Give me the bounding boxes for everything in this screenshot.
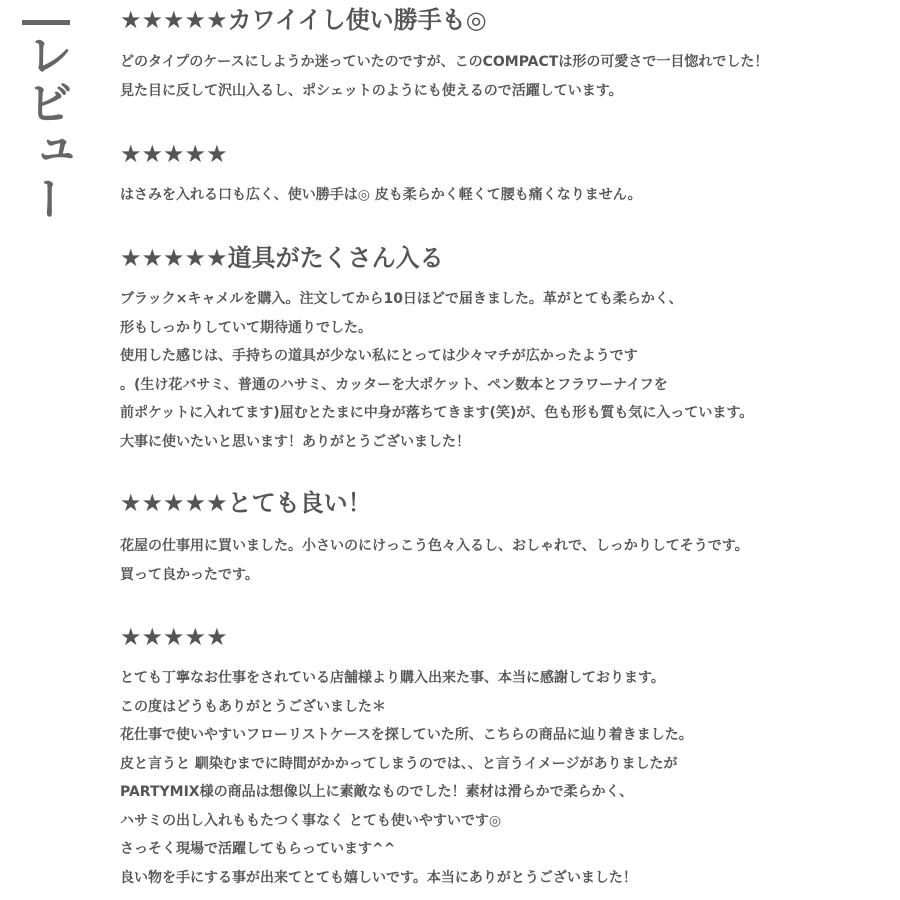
review-title: ★★★★★カワイイし使い勝手も◎ <box>120 6 487 34</box>
review-title: ★★★★★とても良い！ <box>120 489 372 517</box>
review-line: さっそく現場で活躍してもらっています^^ <box>120 841 396 857</box>
review-line: この度はどうもありがとうございました＊ <box>120 698 386 715</box>
review-line: とても丁寧なお仕事をされている店舗様より購入出来た事、本当に感謝しております。 <box>120 670 665 686</box>
review-title: ★★★★★ <box>120 140 228 168</box>
side-heading-text: レビュー <box>20 31 74 223</box>
review-line: はさみを入れる口も広く、使い勝手は◎ 皮も柔らかく軽くて腰も痛くなりません。 <box>120 187 642 203</box>
review-line: 良い物を手にする事が出来てとても嬉しいです。本当にありがとうございました！ <box>120 869 637 886</box>
review-line: どのタイプのケースにしようか迷っていたのですが、このCOMPACTは形の可愛さで一目惚れでした！ <box>120 54 769 70</box>
review-line: ハサミの出し入れももたつく事なく とても使いやすいです◎ <box>120 812 502 829</box>
review-line: PARTYMIX様の商品は想像以上に素敵なものでした！素材は滑らかで柔らかく、 <box>120 784 634 800</box>
side-heading <box>22 20 72 223</box>
review-body <box>120 285 753 456</box>
review-body <box>120 181 642 210</box>
review-body <box>120 664 693 892</box>
heading-bar <box>22 20 70 25</box>
review-line: ブラック×キャメルを購入。注文してから10日ほどで届きました。革がとても柔らかく、 <box>120 291 683 307</box>
review-line: 花仕事で使いやすいフローリストケースを探していた所、こちらの商品に辿り着きました。 <box>120 727 693 743</box>
review-line: 大事に使いたいと思います！ありがとうございました！ <box>120 433 470 450</box>
review-line: 形もしっかりしていて期待通りでした。 <box>120 319 372 336</box>
review-title: ★★★★★道具がたくさん入る <box>120 244 444 272</box>
review-line: 見た目に反して沢山入るし、ポシェットのようにも使えるので活躍しています。 <box>120 82 623 99</box>
review-body <box>120 532 749 589</box>
review-line: 買って良かったです。 <box>120 566 259 583</box>
review-line: 皮と言うと 馴染むまでに時間がかかってしまうのでは、、と言うイメージがありましたが <box>120 755 678 772</box>
review-line: 。(生け花バサミ、普通のハサミ、カッターを大ポケット、ペン数本とフラワーナイフを <box>120 376 668 393</box>
review-line: 花屋の仕事用に買いました。小さいのにけっこう色々入るし、おしゃれで、しっかりしてそうです。 <box>120 538 749 554</box>
review-line: 使用した感じは、手持ちの道具が少ない私にとっては少々マチが広かったようです <box>120 348 638 364</box>
review-line: 前ポケットに入れてます)屈むとたまに中身が落ちてきます(笑)が、色も形も質も気に入っています。 <box>120 405 754 421</box>
review-body <box>120 48 768 105</box>
review-title: ★★★★★ <box>120 623 228 651</box>
